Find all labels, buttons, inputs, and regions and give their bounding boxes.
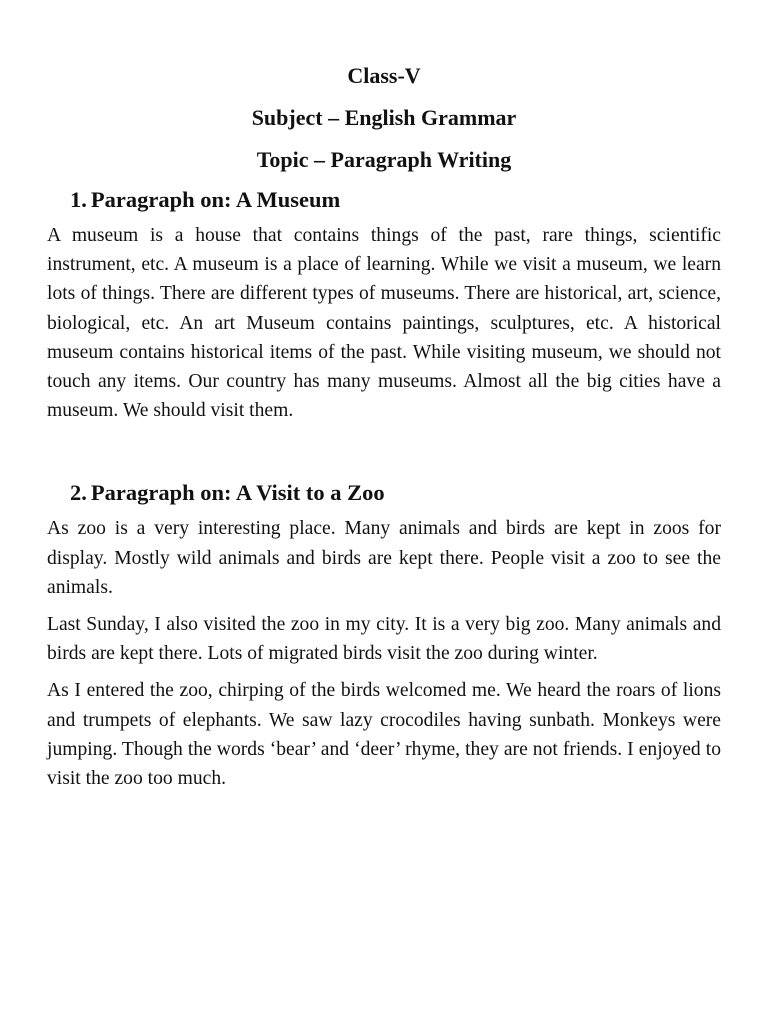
section-title: Paragraph on: A Visit to a Zoo (90, 480, 385, 506)
subject-title: Subject – English Grammar (251, 105, 517, 130)
paragraph-zoo-visit: Last Sunday, I also visited the zoo in my city. It is a very big zoo. Many animals and birds are kept there. Lots of migrated birds visit the zoo during winter. (47, 614, 721, 665)
section-number: 2. (70, 480, 87, 506)
paragraph-museum: A museum is a house that contains things of the past, rare things, scientific instrument, etc. A museum is a place of learning. While we visit a museum, we learn lots of things. There are different types of museums. There are historical, art, science, biological, etc. An art Museum contains paintings, sculptures, etc. A historical museum contains historical items of the past. While visiting museum, we should not touch any items. Our country has many museums. Almost all the big cities have a museum. We should visit them. (47, 225, 721, 422)
section-heading-museum (70, 185, 721, 215)
section-zoo (47, 478, 721, 793)
paragraph-zoo-experience: As I entered the zoo, chirping of the birds welcomed me. We heard the roars of lions and trumpets of elephants. We saw lazy crocodiles having sunbath. Monkeys were jumping. Though the words ‘bear’ and ‘deer’ rhyme, they are not friends. I enjoyed to visit the zoo too much. (47, 680, 721, 790)
section-number: 1. (70, 187, 87, 212)
section-title: Paragraph on: A Museum (90, 187, 341, 212)
topic-title: Topic – Paragraph Writing (256, 147, 512, 172)
section-heading-zoo (70, 478, 721, 508)
section-museum (47, 185, 721, 425)
class-title: Class-V (347, 63, 421, 88)
paragraph-zoo-intro: As zoo is a very interesting place. Many animals and birds are kept in zoos for display. Mostly wild animals and birds are kept there. People visit a zoo to see the animals. (47, 518, 721, 598)
